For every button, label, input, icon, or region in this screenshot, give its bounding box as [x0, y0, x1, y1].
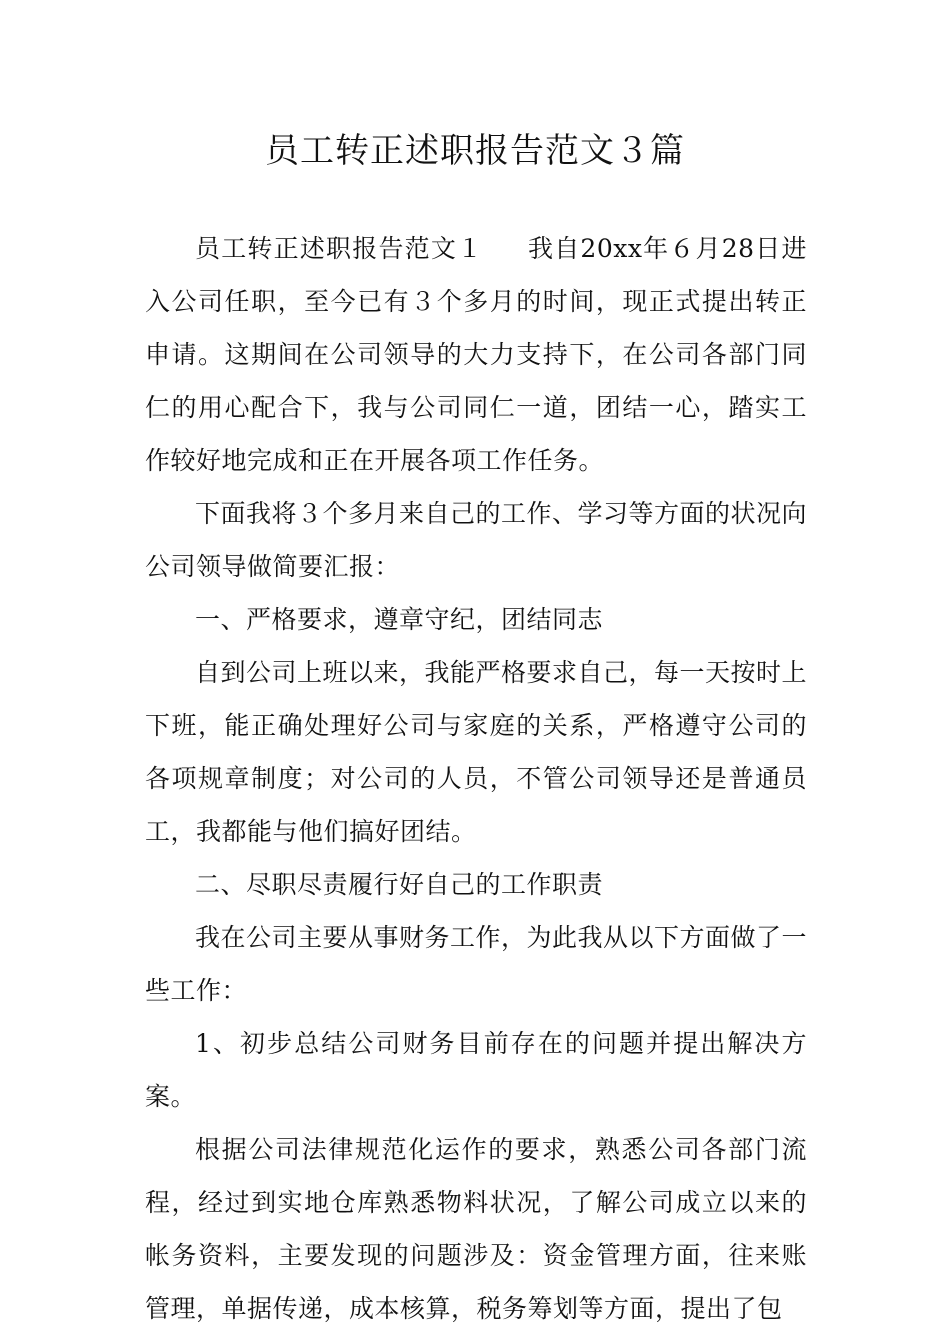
list-item: 1、初步总结公司财务目前存在的问题并提出解决方案。: [145, 1029, 807, 1111]
document-title: 员工转正述职报告范文３篇: [265, 131, 685, 171]
document-body: [145, 222, 807, 1335]
paragraph: 我在公司主要从事财务工作，为此我从以下方面做了一些工作：: [145, 923, 808, 1005]
paragraph-intro-text: 我自20xx年６月28日进入公司任职，至今已有３个多月的时间，现正式提出转正申请。这期间在公司领导的大力支持下，在公司各部门同仁的用心配合下，我与公司同仁一道，团结一心，踏实工作较好地完成和正在开展各项工作任务。: [145, 234, 807, 475]
paragraph: 下面我将３个多月来自己的工作、学习等方面的状况向公司领导做简要汇报：: [145, 499, 808, 581]
paragraph-intro: [145, 222, 807, 487]
paragraph: 根据公司法律规范化运作的要求，熟悉公司各部门流程，经过到实地仓库熟悉物料状况，了解公司成立以来的帐务资料，主要发现的问题涉及：资金管理方面，往来账管理，单据传递，成本核算，税务筹划等方面，提出了包: [145, 1135, 807, 1323]
paragraph: 自到公司上班以来，我能严格要求自己，每一天按时上下班，能正确处理好公司与家庭的关系，严格遵守公司的各项规章制度；对公司的人员，不管公司领导还是普通员工，我都能与他们搞好团结。: [145, 658, 808, 846]
section-heading-1: 员工转正述职报告范文１: [195, 234, 484, 263]
section-heading: 一、严格要求，遵章守纪，团结同志: [195, 605, 604, 634]
section-heading: 二、尽职尽责履行好自己的工作职责: [195, 870, 604, 899]
